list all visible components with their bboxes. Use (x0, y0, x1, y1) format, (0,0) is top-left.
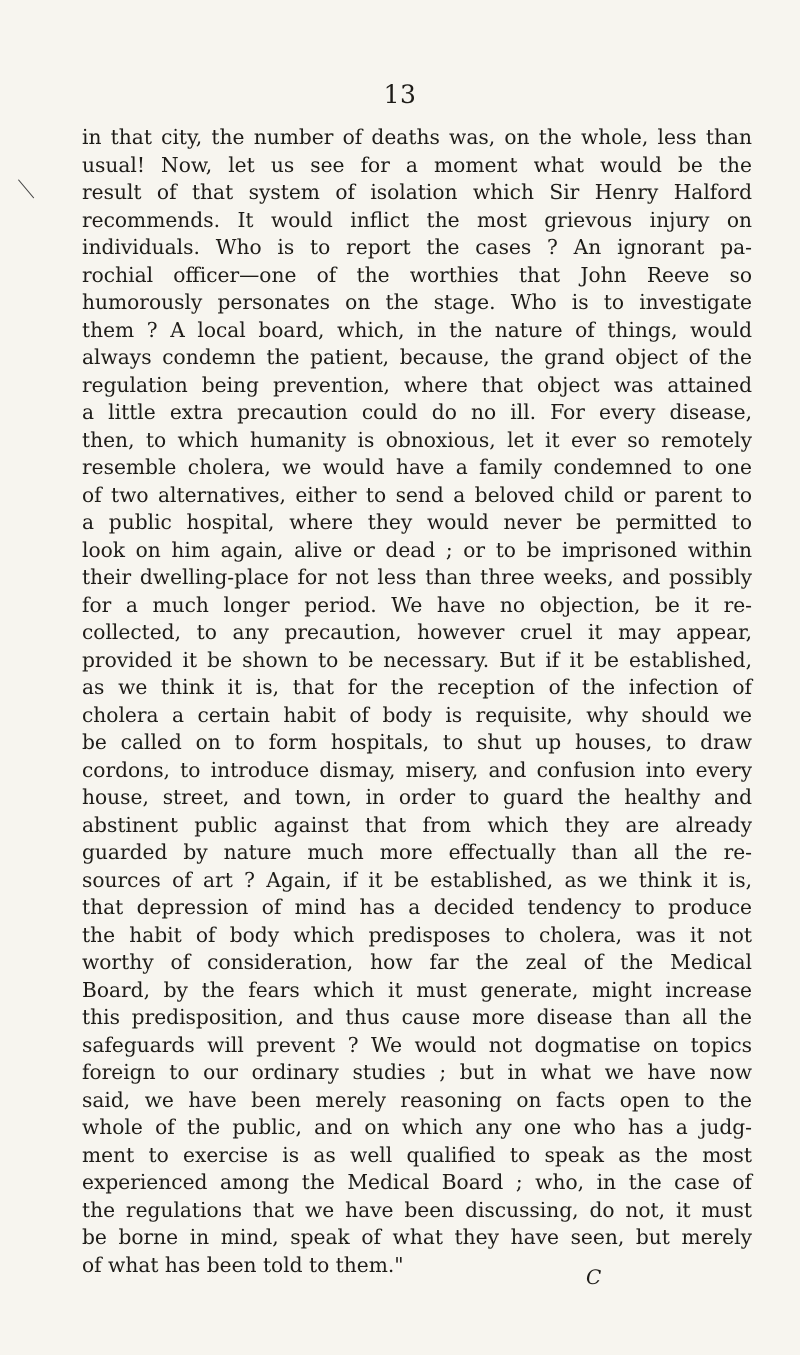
text-line: the habit of body which predisposes to cholera, was it not (82, 922, 752, 947)
text-line: cholera a certain habit of body is requisite, why should we (82, 702, 752, 727)
text-line: whole of the public, and on which any one who has a judg- (82, 1115, 752, 1139)
text-line: their dwelling-place for not less than three weeks, and possibly (82, 565, 752, 589)
text-line: a public hospital, where they would never be permitted to (82, 510, 752, 534)
text-line: be called on to form hospitals, to shut up houses, to draw (82, 730, 752, 754)
text-line: house, street, and town, in order to guard the healthy and (82, 785, 752, 809)
text-line: experienced among the Medical Board ; who, in the case of (82, 1170, 752, 1194)
text-line: recommends. It would inflict the most grievous injury on (82, 207, 752, 232)
text-line: abstinent public against that from which they are already (82, 812, 752, 837)
text-line: usual! Now, let us see for a moment what would be the (82, 152, 752, 177)
text-line: provided it be shown to be necessary. But if it be established, (82, 647, 752, 672)
body-text (82, 124, 752, 1279)
text-line: resemble cholera, we would have a family condemned to one (82, 455, 752, 479)
text-line: sources of art ? Again, if it be established, as we think it is, (82, 867, 752, 892)
text-line: rochial officer—one of the worthies that John Reeve so (82, 262, 752, 287)
text-line: collected, to any precaution, however cruel it may appear, (82, 620, 752, 644)
page-number: 13 (383, 80, 417, 109)
text-line: that depression of mind has a decided tendency to produce (82, 895, 752, 919)
text-line: as we think it is, that for the reception of the infection of (82, 675, 752, 699)
text-line: said, we have been merely reasoning on facts open to the (82, 1087, 752, 1112)
text-line: result of that system of isolation which Sir Henry Halford (82, 180, 752, 204)
text-line: guarded by nature much more effectually than all the re- (82, 840, 752, 864)
signature-mark: C (586, 1265, 602, 1289)
text-line: then, to which humanity is obnoxious, let it ever so remotely (82, 427, 752, 452)
text-line: humorously personates on the stage. Who is to investigate (82, 290, 752, 314)
text-line: Board, by the fears which it must generate, might increase (82, 977, 752, 1002)
text-line: always condemn the patient, because, the grand object of the (82, 345, 752, 369)
text-line: ment to exercise is as well qualified to speak as the most (82, 1142, 752, 1167)
text-line: the regulations that we have been discussing, do not, it must (82, 1197, 752, 1222)
text-line: cordons, to introduce dismay, misery, and confusion into every (82, 757, 752, 782)
text-line: them ? A local board, which, in the nature of things, would (82, 317, 752, 342)
text-line: individuals. Who is to report the cases ? An ignorant pa- (82, 235, 752, 259)
text-line: of two alternatives, either to send a beloved child or parent to (82, 482, 752, 507)
text-line: look on him again, alive or dead ; or to be imprisoned within (82, 537, 752, 562)
text-line: foreign to our ordinary studies ; but in what we have now (82, 1060, 752, 1084)
text-line: be borne in mind, speak of what they have seen, but merely (82, 1225, 752, 1249)
text-line: a little extra precaution could do no ill. For every disease, (82, 400, 752, 424)
text-line: for a much longer period. We have no objection, be it re- (82, 592, 752, 617)
text-line: in that city, the number of deaths was, on the whole, less than (82, 125, 752, 149)
text-line: safeguards will prevent ? We would not dogmatise on topics (82, 1032, 752, 1057)
text-line: worthy of consideration, how far the zeal of the Medical (82, 950, 752, 974)
margin-mark (18, 177, 36, 198)
text-line: this predisposition, and thus cause more disease than all the (82, 1005, 752, 1029)
text-line: regulation being prevention, where that object was attained (82, 372, 752, 397)
text-line-last: of what has been told to them." (82, 1252, 404, 1277)
